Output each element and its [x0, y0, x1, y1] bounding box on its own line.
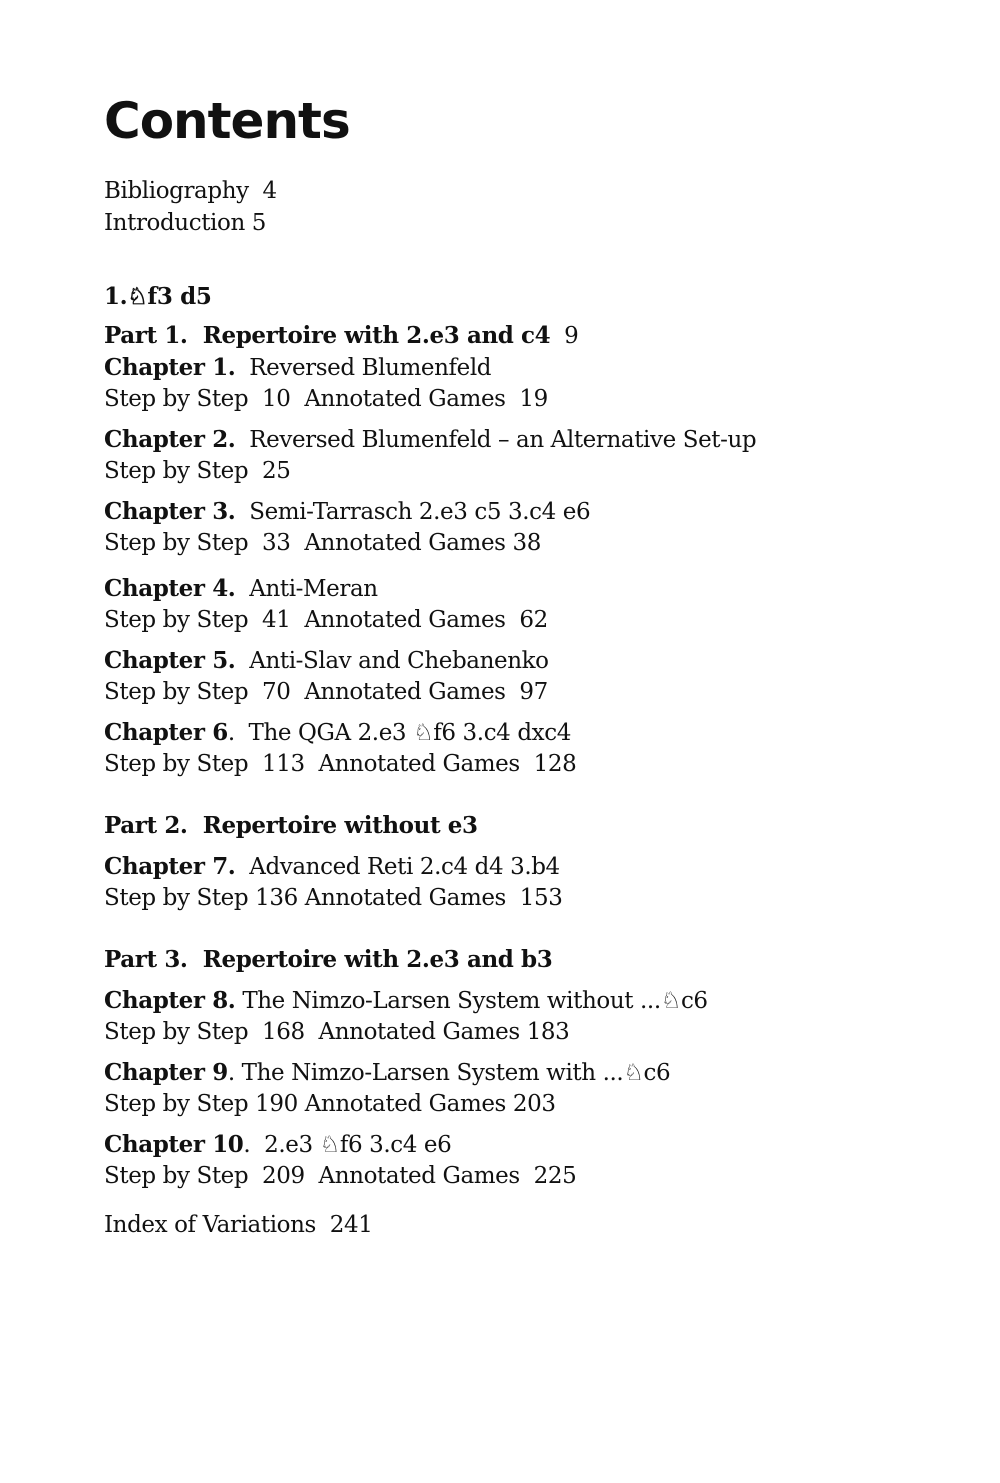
chapter-9-entry	[104, 1057, 670, 1089]
chapter-label: Chapter 4.	[104, 575, 236, 602]
chapter-title: Advanced Reti 2.c4 d4 3.b4	[249, 854, 560, 880]
chapter-6-pages: Step by Step 113 Annotated Games 128	[104, 751, 577, 777]
bibliography-entry: Bibliography 4	[104, 178, 277, 204]
chapter-2-pages: Step by Step 25	[104, 458, 291, 484]
chapter-2-entry	[104, 424, 756, 456]
chapter-title: Semi-Tarrasch 2.e3 c5 3.c4 e6	[249, 499, 591, 525]
chapter-1-pages: Step by Step 10 Annotated Games 19	[104, 386, 548, 412]
chapter-title: . The QGA 2.e3 ♘f6 3.c4 dxc4	[227, 720, 571, 746]
page-title: Contents	[104, 92, 350, 150]
opening-heading: 1.♘f3 d5	[104, 283, 212, 310]
chapter-title: Reversed Blumenfeld	[249, 355, 492, 381]
chapter-8-entry	[104, 985, 708, 1017]
chapter-label: Chapter 7.	[104, 853, 236, 880]
part-page: 9	[564, 323, 579, 349]
chapter-title: . 2.e3 ♘f6 3.c4 e6	[243, 1132, 452, 1158]
chapter-label: Chapter 1.	[104, 354, 236, 381]
chapter-label: Chapter 2.	[104, 426, 236, 453]
chapter-1-entry	[104, 352, 491, 384]
chapter-title: The Nimzo-Larsen System without ...♘c6	[242, 988, 708, 1014]
chapter-3-pages: Step by Step 33 Annotated Games 38	[104, 530, 541, 556]
chapter-label: Chapter 5.	[104, 647, 236, 674]
chapter-7-entry	[104, 851, 560, 883]
introduction-entry: Introduction 5	[104, 210, 267, 236]
chapter-10-pages: Step by Step 209 Annotated Games 225	[104, 1163, 577, 1189]
chapter-title: Anti-Slav and Chebanenko	[249, 648, 549, 674]
chapter-7-pages: Step by Step 136 Annotated Games 153	[104, 885, 563, 911]
index-entry: Index of Variations 241	[104, 1212, 373, 1238]
chapter-5-entry	[104, 645, 549, 677]
chapter-title: . The Nimzo-Larsen System with ...♘c6	[227, 1060, 671, 1086]
chapter-label: Chapter 8.	[104, 987, 236, 1014]
chapter-4-pages: Step by Step 41 Annotated Games 62	[104, 607, 548, 633]
chapter-9-pages: Step by Step 190 Annotated Games 203	[104, 1091, 556, 1117]
chapter-label: Chapter 9	[104, 1059, 228, 1086]
part-1-entry	[104, 320, 578, 352]
chapter-label: Chapter 10	[104, 1131, 244, 1158]
chapter-3-entry	[104, 496, 590, 528]
chapter-label: Chapter 6	[104, 719, 228, 746]
chapter-10-entry	[104, 1129, 451, 1161]
chapter-title: Anti-Meran	[249, 576, 378, 602]
chapter-8-pages: Step by Step 168 Annotated Games 183	[104, 1019, 570, 1045]
chapter-5-pages: Step by Step 70 Annotated Games 97	[104, 679, 548, 705]
chapter-title: Reversed Blumenfeld – an Alternative Set-up	[249, 427, 757, 453]
chapter-label: Chapter 3.	[104, 498, 236, 525]
part-3-heading: Part 3. Repertoire with 2.e3 and b3	[104, 946, 553, 973]
chapter-6-entry	[104, 717, 571, 749]
part-heading: Part 1. Repertoire with 2.e3 and c4	[104, 322, 551, 349]
chapter-4-entry	[104, 573, 378, 605]
part-2-heading: Part 2. Repertoire without e3	[104, 812, 478, 839]
